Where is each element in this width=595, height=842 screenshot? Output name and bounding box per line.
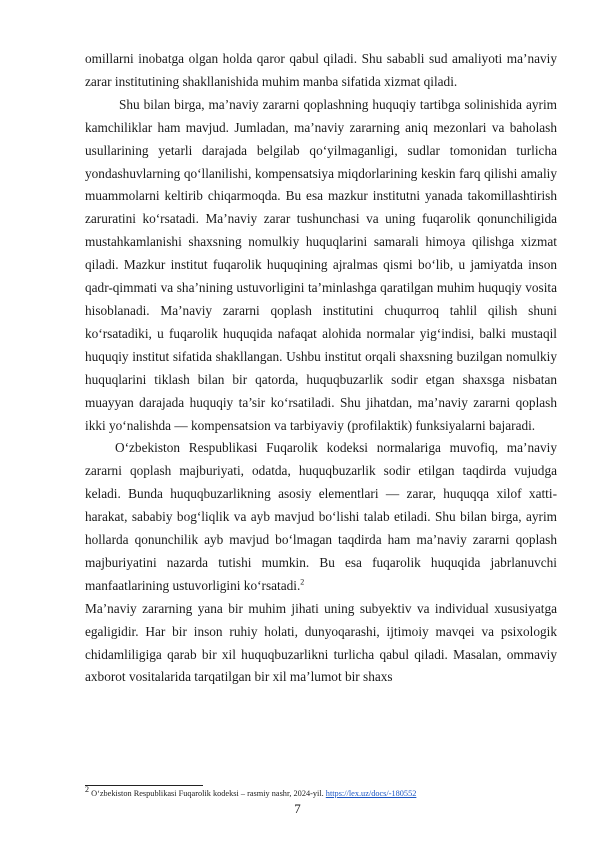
footnote-link[interactable]: https://lex.uz/docs/-180552 <box>325 789 417 798</box>
footnote-text: O‘zbekiston Respublikasi Fuqarolik kodeksi – rasmiy nashr, 2024-yil. <box>89 789 326 798</box>
paragraph-3 <box>85 437 557 597</box>
document-body <box>85 48 557 689</box>
paragraph-4: Ma’naviy zararning yana bir muhim jihati uning subyektiv va individual xususiyatga egaligidir. Har bir inson ruhiy holati, dunyoqarashi, ijtimoiy mavqei va psixologik chidamliligiga qarab bir xil huquqbuzarlikni turlicha qabul qiladi. Masalan, ommaviy axborot vositalarida tarqatilgan bir xil ma’lumot bir shaxs <box>85 600 557 685</box>
footnote-divider <box>85 785 203 786</box>
footnote-reference[interactable]: 2 <box>300 577 305 587</box>
footnote-number: 2 <box>85 785 89 795</box>
paragraph-3-text: O‘zbekiston Respublikasi Fuqarolik kodeksi normalariga muvofiq, ma’naviy zararni qoplash majburiyati, odatda, huquqbuzarlik sodir etilgan taqdirda vujudga keladi. Bunda huquqbuzarlikning asosiy elementlari — zarar, huquqqa xilof xatti-harakat, sababiy bog‘liqlik va ayb mavjud bo‘lishi talab etiladi. Shu bilan birga, ayrim hollarda qonunchilik ayb mavjud bo‘lmagan taqdirda ham ma’naviy zararni qoplash majburiyatini nazarda tutishi mumkin. Bu esa fuqarolik huquqida jabrlanuvchi manfaatlarining ustuvorligini ko‘rsatadi. <box>85 440 557 593</box>
page-number: 7 <box>294 801 301 816</box>
paragraph-2: Shu bilan birga, ma’naviy zararni qoplashning huquqiy tartibga solinishida ayrim kamchiliklar ham mavjud. Jumladan, ma’naviy zararning aniq mezonlari va baholash usullarining yetarli darajada belgilab qo‘yilmaganligi, sudlar tomonidan turlicha yondashuvlarning qo‘llanilishi, kompensatsiya miqdorlarining keskin farq qilishi amaliy muammolarni keltirib chiqarmoqda. Bu esa mazkur institutni yanada takomillashtirish zaruratini ko‘rsatadi. Ma’naviy zarar tushunchasi va uning fuqarolik qonunchiligida mustahkamlanishi shaxsning nomulkiy huquqlarini samarali himoya qilishga xizmat qiladi. Mazkur institut fuqarolik huquqining ajralmas qismi bo‘lib, u jamiyatda inson qadr-qimmati va sha’nining ustuvorligini ta’minlashga qaratilgan muhim huquqiy vosita hisoblanadi. Ma’naviy zararni qoplash institutini chuqurroq tahlil qilish shuni ko‘rsatadiki, u fuqarolik huquqida nafaqat alohida normalar yig‘indisi, balki mustaqil huquqiy institut sifatida shakllangan. Ushbu institut orqali shaxsning buzilgan nomulkiy huquqlarini tiklash bilan bir qatorda, huquqbuzarlik sodir etgan shaxsga nisbatan muayyan darajada huquqiy ta’sir ko‘rsatiladi. Shu jihatdan, ma’naviy zararni qoplash ikki yo‘nalishda — kompensatsion va tarbiyaviy (profilaktik) funksiyalarni bajaradi. <box>85 96 557 433</box>
footnote <box>85 785 557 799</box>
paragraph-1: omillarni inobatga olgan holda qaror qabul qiladi. Shu sababli sud amaliyoti ma’naviy zarar institutining shakllanishida muhim manba sifatida xizmat qiladi. <box>85 51 557 89</box>
